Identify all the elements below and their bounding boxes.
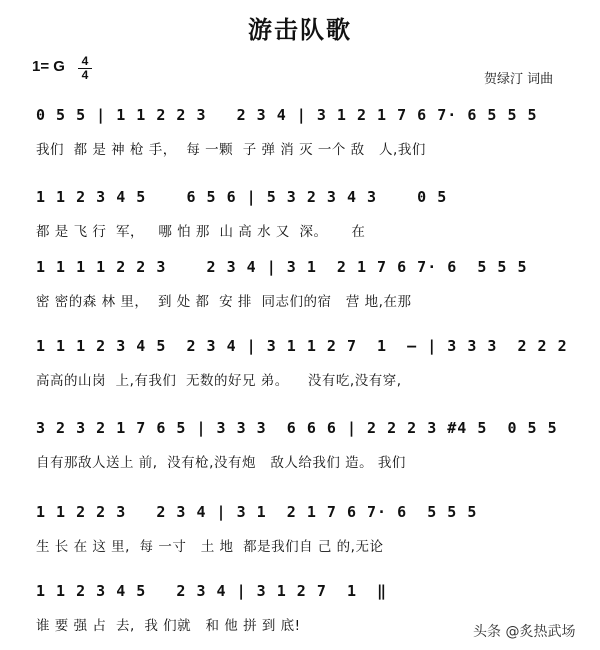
lyrics-row: 高高的山岗 上,有我们 无数的好兄 弟。 没有吃,没有穿, bbox=[36, 373, 402, 389]
notation-row: 1 1 2 3 4 5 6 5 6 | 5 3 2 3 4 3 0 5 bbox=[36, 188, 448, 206]
lyrics-row: 谁 要 强 占 去, 我 们就 和 他 拼 到 底! bbox=[36, 618, 301, 634]
time-signature-top: 4 bbox=[81, 54, 89, 68]
time-signature bbox=[78, 56, 92, 81]
key-signature: 1= G bbox=[32, 58, 65, 75]
notation-row: 1 1 2 3 4 5 2 3 4 | 3 1 2 7 1 ‖ bbox=[36, 582, 388, 600]
composer-credit: 贺绿汀 词曲 bbox=[484, 72, 554, 87]
lyrics-row: 密 密的森 林 里， 到 处 都 安 排 同志们的宿 营 地,在那 bbox=[36, 294, 412, 310]
song-title: 游击队歌 bbox=[248, 15, 352, 44]
notation-row: 1 1 1 2 3 4 5 2 3 4 | 3 1 1 2 7 1 — | 3 3 3 2 2 2 bbox=[36, 337, 568, 355]
lyrics-row: 生 长 在 这 里, 每 一寸 土 地 都是我们自 己 的,无论 bbox=[36, 539, 384, 555]
lyrics-row: 自有那敌人送上 前, 没有枪,没有炮 敌人给我们 造。 我们 bbox=[36, 455, 406, 471]
notation-row: 0 5 5 | 1 1 2 2 3 2 3 4 | 3 1 2 1 7 6 7· 6 5 5 5 bbox=[36, 106, 538, 124]
lyrics-row: 都 是 飞 行 军， 哪 怕 那 山 高 水 又 深。 在 bbox=[36, 224, 366, 240]
notation-row: 3 2 3 2 1 7 6 5 | 3 3 3 6 6 6 | 2 2 2 3 #4 5 0 5 5 bbox=[36, 419, 558, 437]
lyrics-row: 我们 都 是 神 枪 手， 每 一颗 子 弹 消 灭 一个 敌 人,我们 bbox=[36, 142, 426, 158]
notation-row: 1 1 1 1 2 2 3 2 3 4 | 3 1 2 1 7 6 7· 6 5 5 5 bbox=[36, 258, 528, 276]
watermark: 头条 @炙热武场 bbox=[470, 620, 578, 642]
time-signature-bottom: 4 bbox=[81, 68, 89, 82]
notation-row: 1 1 2 2 3 2 3 4 | 3 1 2 1 7 6 7· 6 5 5 5 bbox=[36, 503, 478, 521]
